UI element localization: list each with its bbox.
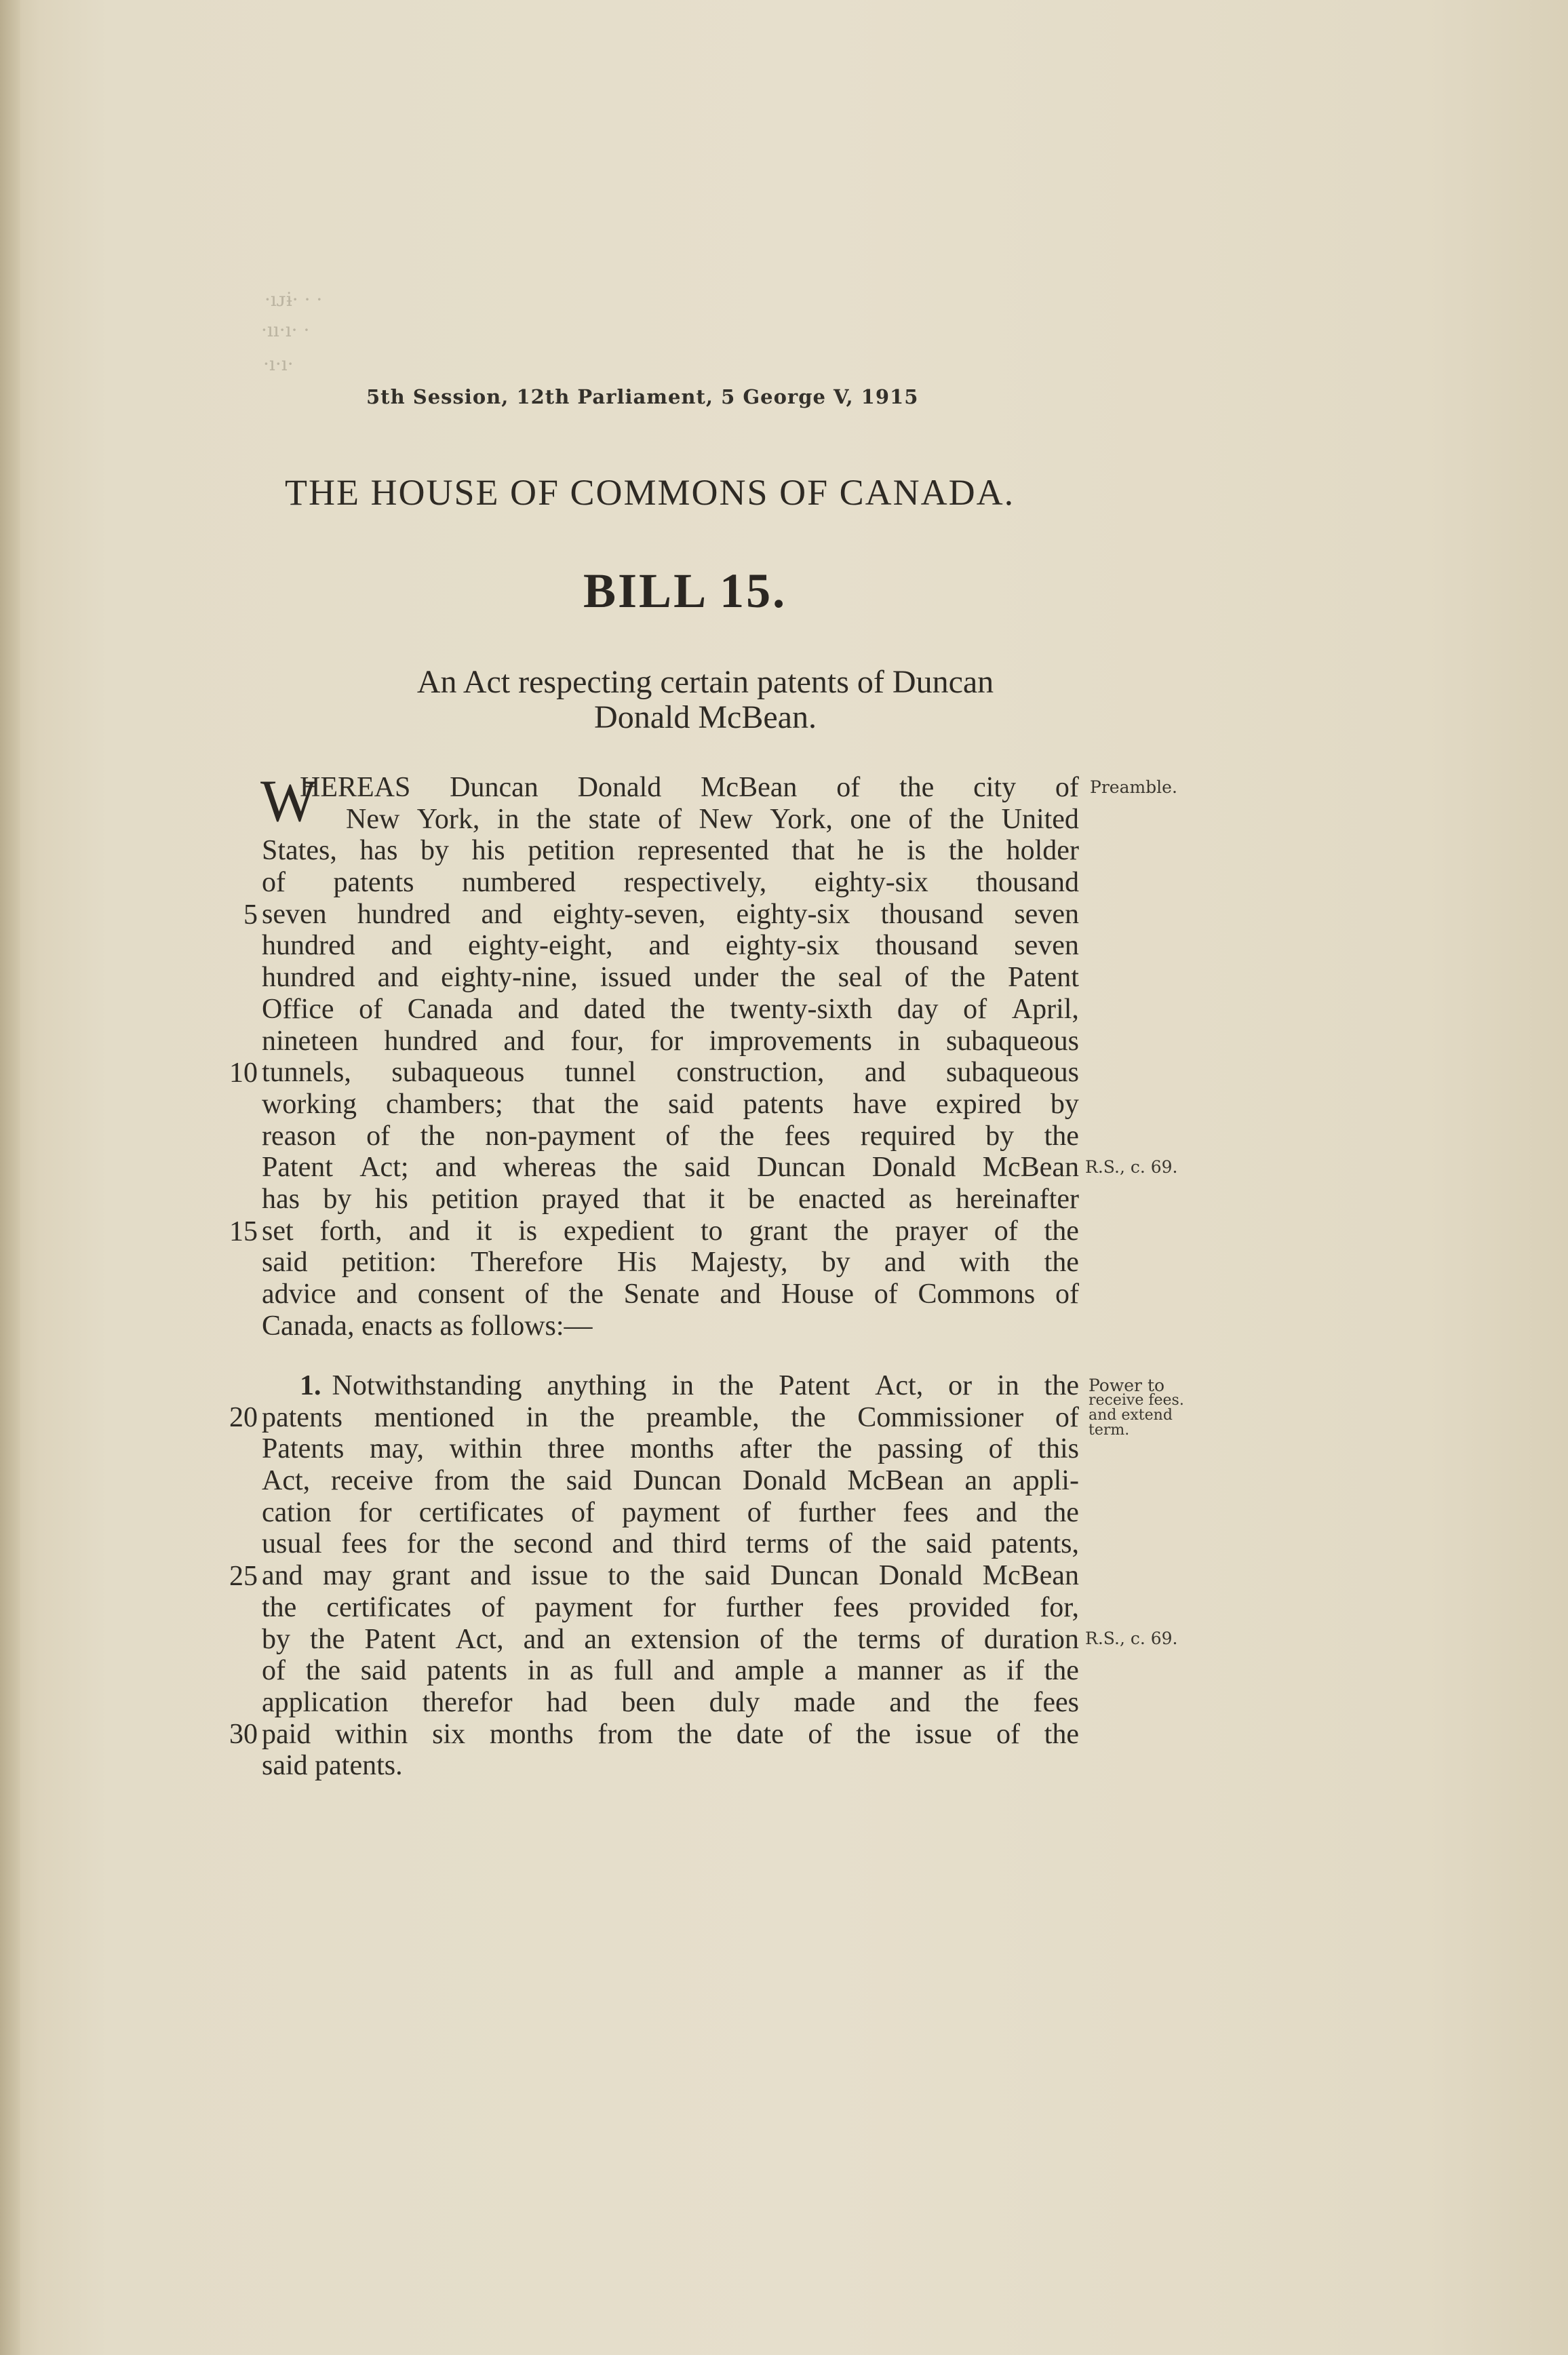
line-number: 20 — [229, 1402, 258, 1433]
bill-number: BILL 15. — [583, 564, 787, 618]
section-line: said patents. — [262, 1750, 403, 1782]
section-line: by the Patent Act, and an extension of the terms of duration — [262, 1623, 1079, 1655]
section-line: the certificates of payment for further fees provided for, — [262, 1591, 1079, 1623]
bleed-through-text: ·ıᴊɨ· · · — [264, 288, 323, 311]
preamble-line: hundred and eighty-eight, and eighty-six thousand seven — [262, 930, 1079, 962]
preamble-line: seven hundred and eighty-seven, eighty-six thousand seven — [262, 898, 1079, 930]
margin-note-line: Power to — [1089, 1376, 1165, 1395]
preamble-line: tunnels, subaqueous tunnel construction, and subaqueous — [262, 1057, 1079, 1089]
section-line: application therefor had been duly made and the fees — [262, 1686, 1079, 1718]
act-title — [305, 665, 1105, 735]
section-line: of the said patents in as full and ample a manner as if the — [262, 1655, 1079, 1687]
line-number: 5 — [243, 899, 258, 931]
preamble-line: working chambers; that the said patents have expired by — [262, 1088, 1079, 1120]
preamble-line: Office of Canada and dated the twenty-sixth day of April, — [262, 993, 1079, 1025]
section-1-paragraph — [262, 1370, 1079, 1782]
preamble-line: States, has by his petition represented that he is the holder — [262, 835, 1079, 867]
preamble-line: said petition: Therefore His Majesty, by and with the — [262, 1247, 1079, 1279]
bleed-through-text: ·ı·ı· — [263, 353, 294, 375]
margin-note-line: receive fees. — [1089, 1392, 1184, 1409]
house-heading: THE HOUSE OF COMMONS OF CANADA. — [285, 472, 1015, 513]
section-line: and may grant and issue to the said Duncan Donald McBean — [262, 1560, 1079, 1592]
preamble-line: nineteen hundred and four, for improvements in subaqueous — [262, 1025, 1079, 1057]
margin-note-line: and extend — [1089, 1407, 1173, 1424]
section-number: 1. — [300, 1370, 321, 1401]
preamble-line: advice and consent of the Senate and House of Commons of — [262, 1279, 1079, 1310]
line-number: 10 — [229, 1057, 258, 1089]
preamble-line: has by his petition prayed that it be enacted as hereinafter — [262, 1183, 1079, 1215]
section-line: paid within six months from the date of the issue of the — [262, 1718, 1079, 1750]
margin-note-preamble: Preamble. — [1090, 777, 1177, 797]
line-number: 30 — [229, 1719, 258, 1750]
margin-note-power — [1089, 1378, 1184, 1438]
line-number: 15 — [229, 1216, 258, 1247]
preamble-line: hundred and eighty-nine, issued under the seal of the Patent — [262, 962, 1079, 994]
preamble-line: New York, in the state of New York, one of the United — [346, 803, 1079, 835]
drop-cap: W — [260, 768, 317, 834]
section-line: usual fees for the second and third terms of the said patents, — [262, 1528, 1079, 1560]
preamble-line: Patent Act; and whereas the said Duncan Donald McBean — [262, 1152, 1079, 1184]
page-edge-shadow — [0, 0, 20, 2355]
margin-note-rs: R.S., c. 69. — [1085, 1157, 1178, 1177]
section-line: Act, receive from the said Duncan Donald McBean an appli- — [262, 1465, 1079, 1497]
session-line: 5th Session, 12th Parliament, 5 George V, 1915 — [366, 385, 919, 408]
section-line — [262, 1370, 1079, 1402]
section-line: patents mentioned in the preamble, the Commissioner of — [262, 1401, 1079, 1433]
act-title-line-1: An Act respecting certain patents of Duncan — [416, 664, 994, 700]
section-line: cation for certificates of payment of further fees and the — [262, 1496, 1079, 1528]
preamble-line: of patents numbered respectively, eighty-six thousand — [262, 867, 1079, 899]
preamble-paragraph — [260, 768, 1079, 1342]
line-number: 25 — [229, 1561, 258, 1592]
act-title-line-2: Donald McBean. — [594, 699, 817, 735]
preamble-line: HEREAS Duncan Donald McBean of the city of — [300, 772, 1079, 803]
preamble-line: set forth, and it is expedient to grant the prayer of the — [262, 1215, 1079, 1247]
margin-note-rs: R.S., c. 69. — [1085, 1629, 1178, 1648]
bleed-through-text: ·ıı·ı· · — [261, 319, 310, 341]
section-line-text: Notwithstanding anything in the Patent Act, or in the — [332, 1370, 1079, 1401]
preamble-line: Canada, enacts as follows:— — [262, 1310, 593, 1342]
margin-note-line: term. — [1089, 1422, 1130, 1439]
section-line: Patents may, within three months after the passing of this — [262, 1433, 1079, 1465]
preamble-line: reason of the non-payment of the fees required by the — [262, 1120, 1079, 1152]
